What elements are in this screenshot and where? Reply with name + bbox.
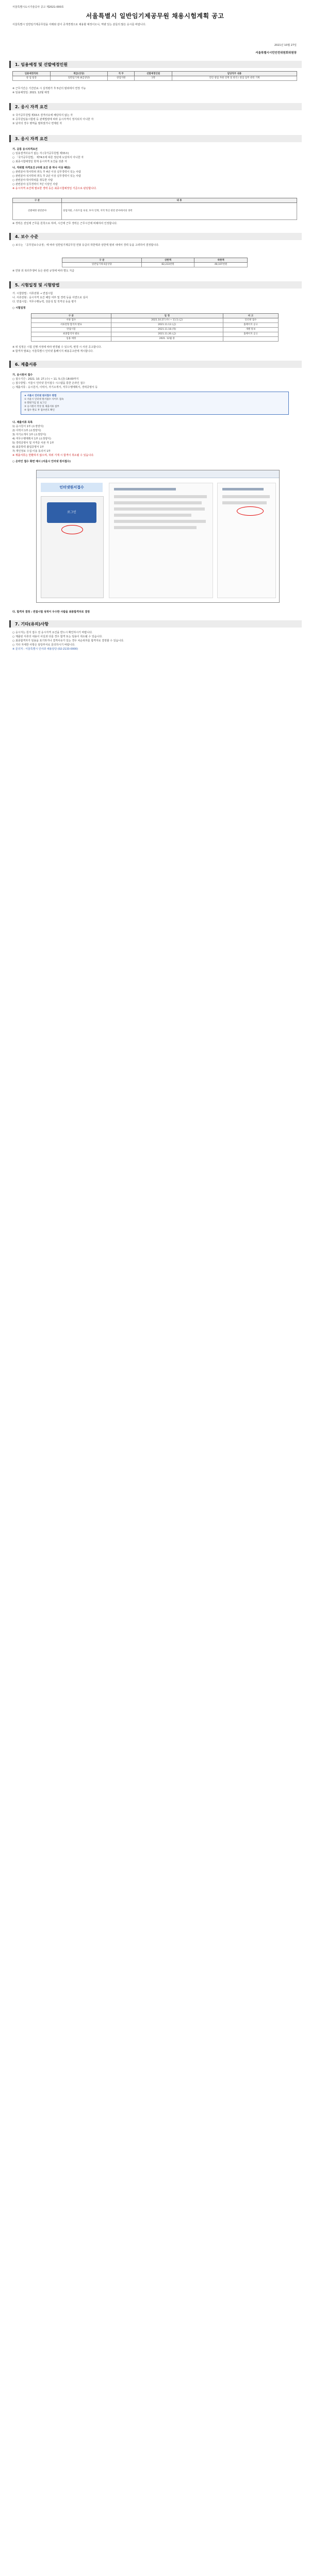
table-header: 직 무 — [108, 72, 135, 76]
table-cell: 82,233천원 — [141, 263, 194, 267]
warning-text: ※ 제출서류는 반환하지 않으며, 허위 기재 시 합격이 취소될 수 있습니다. — [12, 454, 94, 457]
section3-common — [12, 145, 297, 191]
table-header: 상한액 — [141, 258, 194, 263]
section6-docs — [12, 418, 297, 464]
table-cell: 창업지원, 스타트업 육성, 투자 연계, 지역 혁신 관련 분야에서의 경력 — [62, 203, 297, 220]
table-cell: 일반임기제 (6급상당) — [50, 76, 107, 81]
table-cell — [223, 337, 278, 342]
section6-result — [12, 608, 297, 614]
list-item: 7) 개인정보 수집·이용 동의서 1부 — [12, 450, 51, 453]
section4-note — [12, 269, 297, 273]
warning-text: ※ 응시자격 요건에 필요한 경력 등은 최종시험예정일 기준으로 판단합니다. — [12, 187, 97, 190]
notice-date: 2021년 10월 27일 — [274, 44, 297, 47]
note-text: ※ 경력은 전일제 근무를 원칙으로 하며, 시간제 근무 경력은 근무시간에 비례하여 인정합니다. — [12, 222, 118, 225]
note-text: ※ 합격자 발표는 서울특별시 인터넷 홈페이지 채용공고란에 게시합니다. — [12, 350, 93, 353]
list-item: ○ 「국가공무원법」 제74조에 따른 정년에 도달하지 아니한 자 — [12, 156, 84, 159]
list-item: ○ 기타 자세한 사항은 담당부서로 문의하시기 바랍니다. — [12, 643, 75, 647]
list-item: ○ 응시자는 원서 접수 전 응시자격 요건을 반드시 확인하시기 바랍니다. — [12, 631, 93, 634]
list-item: 4) 직무수행계획서 1부 (소정양식) — [12, 437, 51, 440]
list-item: ① 국가공무원법 제33조 결격사유에 해당하지 않는 자 — [12, 114, 73, 117]
table-cell: 창업지원 — [108, 76, 135, 81]
section-title: 2. 응시 자격 요건 — [15, 105, 48, 109]
list-item: 다. 면접시험 : 직무수행능력, 전문성 및 적격성 등을 평가 — [12, 300, 76, 303]
portal-line — [222, 501, 267, 504]
section-title: 1. 임용예정 및 선발예정인원 — [15, 62, 68, 67]
table-header: 선발예정인원 — [135, 72, 172, 76]
table-header: 구 분 — [62, 258, 142, 263]
table-cell: 일반임기제 6급상당 — [62, 263, 142, 267]
section-title: 3. 응시 자격 요건 — [15, 137, 48, 141]
section-header-2 — [9, 103, 302, 110]
table-cell: 임용 예정 — [31, 337, 111, 342]
body-text: ○ 보수는 「공무원보수규정」에 따라 일반임기제공무원 연봉 등급의 하한액과 상한액 범위 내에서 경력 등을 고려하여 결정합니다. — [12, 244, 159, 247]
list-item: ① 서울시 인터넷 원서접수 사이트 접속 — [24, 398, 64, 401]
table-header: 계급(상당) — [50, 72, 107, 76]
contact-text: ※ 문의처 : 서울특별시 인사과 채용담당 (02-2133-0000) — [12, 648, 78, 651]
portal-right-panel — [217, 483, 276, 598]
table-header: 내 용 — [62, 198, 297, 203]
box-title: ★ 서울시 인터넷 원서접수 방법 — [24, 395, 57, 397]
list-item: ○ 접수기간 : 2021. 10. 27.(수) ~ 11. 5.(금) 18:00까지 — [12, 378, 79, 381]
portal-line — [114, 520, 206, 523]
table-header: 하한액 — [194, 258, 248, 263]
table-cell: 1명 — [135, 76, 172, 81]
list-item: ○ 제출서류 : 응시원서, 이력서, 자기소개서, 직무수행계획서, 경력증명서 등 — [12, 386, 98, 389]
list-item: ② 공무원임용시험령 등 관계법령에 따라 응시자격이 정지되지 아니한 자 — [12, 118, 94, 121]
list-item: ○ 관련분야 석사학위 취득 후 2년 이상 실무경력이 있는 사람 — [12, 175, 81, 178]
table-header-row — [31, 314, 279, 318]
table-cell: 창 업 팀장 — [13, 76, 51, 81]
section-header-1 — [9, 61, 302, 68]
section4-text — [12, 243, 297, 247]
table-header: 일 정 — [111, 314, 223, 318]
portal-line — [114, 526, 197, 529]
list-item: ○ 제출된 서류의 내용이 사실과 다를 경우 합격 또는 임용이 취소될 수 있습니다. — [12, 635, 103, 638]
intro-text: 서울특별시 일반임기제공무원을 아래와 같이 공개경쟁으로 채용할 예정이오니, 역량 있는 분들의 많은 응시를 바랍니다. — [12, 23, 146, 26]
portal-line — [114, 495, 207, 498]
list-item: 6) 최종학력 졸업증명서 1부 — [12, 446, 44, 449]
notice-number: 서울특별시도시기술공사 공고 제2021-000호 — [12, 6, 64, 9]
table-cell: 2021.11.12.(금) — [111, 323, 223, 328]
section1-notes — [12, 87, 297, 95]
list-item: ○ 임용결격사유가 없는 자 (국가공무원법 제33조) — [12, 152, 69, 155]
table-cell: 홈페이지 공고 — [223, 332, 278, 337]
note-text: ※ 연봉 외 복리후생비 등은 관련 규정에 따라 별도 지급 — [12, 269, 74, 273]
table-header: 비 고 — [223, 314, 278, 318]
table-header: 임용예정직위 — [13, 72, 51, 76]
table-cell: 서류 접수 — [31, 318, 111, 323]
list-item: 3) 자기소개서 1부 (소정양식) — [12, 433, 46, 436]
portal-line — [114, 507, 205, 511]
salary-table — [62, 258, 248, 267]
section-header-4 — [9, 233, 302, 240]
list-item: ④ 접수 완료 후 접수번호 확인 — [24, 409, 55, 412]
highlight-circle — [237, 506, 264, 516]
section-title: 4. 보수 수준 — [15, 234, 39, 239]
table-cell: 홈페이지 공고 — [223, 323, 278, 328]
portal-line — [114, 501, 202, 504]
table-cell: 선발예정 관련분야 — [13, 203, 62, 220]
note-text: ※ 임용예정일: 2021. 12월 예정 — [12, 91, 50, 94]
table-cell: 인터넷 접수 — [223, 318, 278, 323]
subsection-title: 가. 공통 응시자격요건 — [12, 148, 38, 151]
portal-line — [222, 495, 270, 498]
table-cell: 2021.11.26.(금) — [111, 332, 223, 337]
subsection-title: 나. 제출서류 목록 — [12, 421, 33, 424]
list-item: ③ 응시원서 작성 및 제출서류 첨부 — [24, 405, 59, 408]
portal-heading-bar — [114, 488, 176, 490]
table-cell: 인턴 창업 자원 연계 및 관리 / 창업 업무 관련 기획 — [172, 76, 297, 81]
table-header-row — [13, 198, 297, 203]
table-cell: 2021.11.18.(목) — [111, 328, 223, 332]
table-row — [13, 76, 297, 81]
list-item: 나. 서류전형 : 응시자격 요건 해당 여부 및 경력 등을 서면으로 심사 — [12, 296, 88, 299]
list-item: ○ 관련분야 학사학위 취득 후 4년 이상 실무경력이 있는 사람 — [12, 171, 81, 174]
table-cell: 2021. 12월 중 — [111, 337, 223, 342]
schedule-table — [31, 313, 279, 342]
subsection-title: 가. 응시원서 접수 — [12, 374, 33, 377]
list-item: 2) 이력서 1부 (소정양식) — [12, 429, 41, 432]
portal-top-bar — [37, 470, 279, 478]
list-item: ② 회원가입 및 로그인 — [24, 402, 47, 404]
portal-line — [114, 514, 191, 517]
subsection-title: ○ 시험일정 — [12, 307, 26, 310]
list-item: ③ 남자의 경우 병역을 필하였거나 면제된 자 — [12, 122, 62, 125]
section3-footnote — [12, 222, 297, 226]
list-item: ○ 관련분야 박사학위를 취득한 사람 — [12, 179, 53, 182]
portal-screenshot — [36, 470, 280, 603]
section7-body — [12, 631, 297, 651]
section2-body — [12, 113, 297, 126]
subsection-title: ○ 온라인 접수 화면 예시 (서울시 인터넷 원서접수) — [12, 460, 71, 463]
portal-heading-bar — [222, 488, 264, 490]
section5-methods — [12, 292, 297, 310]
table-cell: 48,107천원 — [194, 263, 248, 267]
list-item: ○ 접수방법 : 서울시 인터넷 원서접수 시스템을 통한 온라인 접수 — [12, 382, 86, 385]
section6-apply — [12, 371, 297, 389]
portal-login-button[interactable]: 로그인 — [47, 502, 96, 523]
list-item: 1) 응시원서 1부 (소정양식) — [12, 425, 44, 428]
note-text: ※ 근무기간은 기간만료 시 실적평가 후 5년의 범위에서 연장 가능 — [12, 87, 86, 90]
table-header: 담당직무 내용 — [172, 72, 297, 76]
subsection-title: 다. 합격자 결정 : 면접시험 성적이 우수한 사람을 최종합격자로 결정 — [12, 611, 90, 614]
table-header: 구 분 — [13, 198, 62, 203]
field-table — [12, 198, 297, 220]
note-text: ※ 위 일정은 시험 진행 사정에 따라 변경될 수 있으며, 변경 시 사전 공고합니다. — [12, 346, 102, 349]
table-row — [31, 323, 279, 328]
table-header: 구 분 — [31, 314, 111, 318]
table-cell: 서류전형 합격자 발표 — [31, 323, 111, 328]
portal-main-panel — [109, 483, 213, 598]
list-item: ○ 관련분야 실무경력이 7년 이상인 사람 — [12, 183, 58, 186]
section-header-6 — [9, 361, 302, 368]
subsection-title: 나. 직위별 자격요건 (아래 요건 중 하나 이상 해당) — [12, 166, 71, 170]
list-item: 가. 시험방법 : 서류전형 → 면접시험 — [12, 292, 53, 295]
section5-notes — [12, 345, 297, 353]
table-row — [31, 318, 279, 323]
portal-logo: 인터넷원서접수 — [41, 483, 103, 492]
issuer-name: 서울특별시시민안전위원회위원장 — [255, 52, 297, 55]
highlight-circle — [61, 525, 83, 534]
list-item: ○ 최종합격자가 임용을 포기하거나 결격사유가 있는 경우 차순위자를 합격자로 결정할 수 있습니다. — [12, 639, 124, 642]
section-title: 5. 시험일정 및 시험방법 — [15, 283, 60, 287]
section-header-3 — [9, 135, 302, 142]
table-header-row — [13, 72, 297, 76]
table-cell: 면접시험 — [31, 328, 111, 332]
table-cell: 2021.10.27.(수) ~ 11.5.(금) — [111, 318, 223, 323]
list-item: 5) 경력증명서 및 자격증 사본 각 1부 — [12, 442, 54, 445]
table-cell: 최종합격자 발표 — [31, 332, 111, 337]
table-row — [13, 203, 297, 220]
table-row — [31, 332, 279, 337]
apply-method-box — [21, 392, 289, 415]
table-row — [31, 328, 279, 332]
table-row — [31, 337, 279, 342]
positions-table — [12, 71, 297, 81]
section-title: 7. 기타(유의)사항 — [15, 622, 49, 626]
section-header-5 — [9, 281, 302, 289]
section-header-7 — [9, 620, 302, 628]
table-cell: 개별 통보 — [223, 328, 278, 332]
page-title: 서울특별시 일반임기제공무원 채용시험계획 공고 — [86, 12, 224, 20]
list-item: ○ 최종시험예정일 현재 응시자격 요건을 갖춘 자 — [12, 160, 67, 163]
section-title: 6. 제출서류 — [15, 362, 37, 367]
table-row — [62, 263, 248, 267]
table-header-row — [62, 258, 248, 263]
